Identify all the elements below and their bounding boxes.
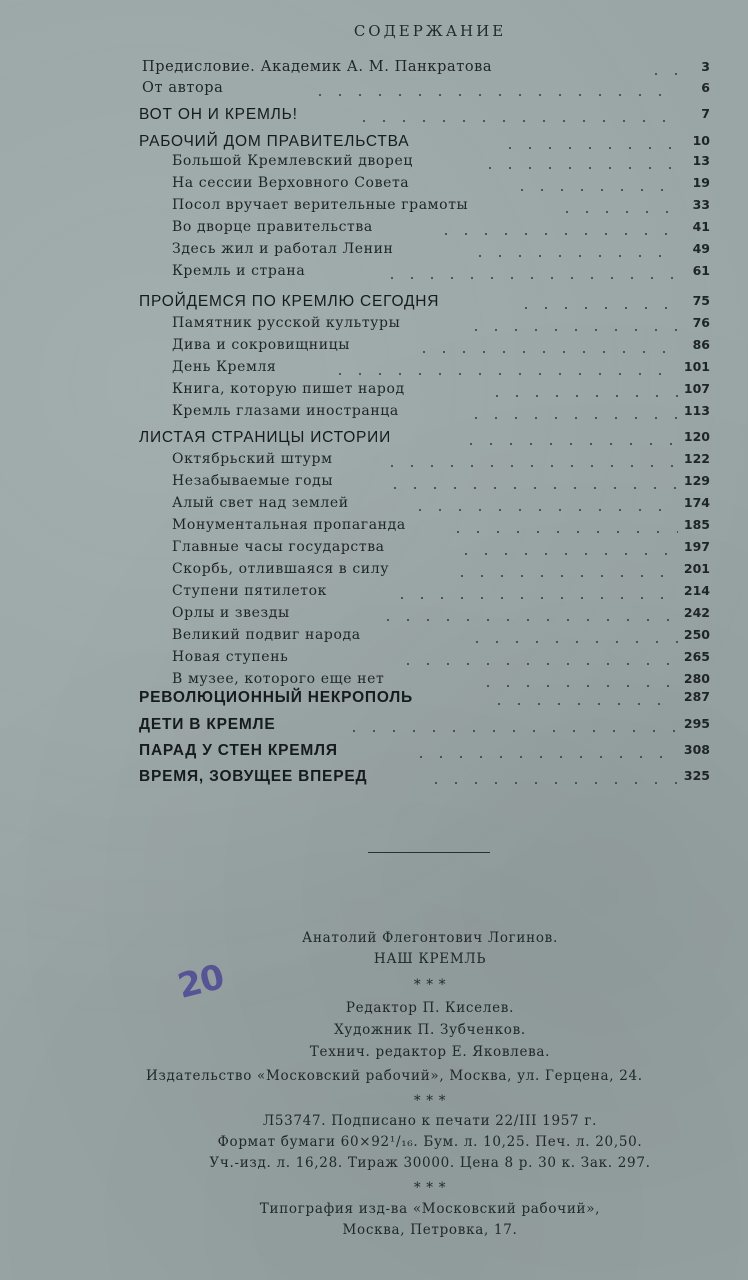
toc-leader-dots <box>410 509 678 511</box>
toc-page-number: 214 <box>683 583 710 598</box>
toc-page-number: 201 <box>683 561 710 576</box>
toc-entry <box>0 219 748 241</box>
toc-entry <box>0 649 748 671</box>
edition-line: Уч.-изд. л. 16,28. Тираж 30000. Цена 8 р. 30 к. Зак. 297. <box>209 1155 651 1171</box>
toc-entry-title: Октябрьский штурм <box>172 451 333 467</box>
toc-leader-dots <box>382 277 678 279</box>
toc-entry <box>0 381 748 403</box>
separator-stars: * * * <box>413 977 447 993</box>
toc-entry-title: ПРОЙДЕМСЯ ПО КРЕМЛЮ СЕГОДНЯ <box>139 293 440 310</box>
toc-leader-dots <box>448 531 678 533</box>
toc-entry-title: Дива и сокровищницы <box>172 337 351 353</box>
toc-page-number: 41 <box>692 219 710 234</box>
toc-chapter-entry <box>0 133 748 155</box>
toc-leader-dots <box>512 189 678 191</box>
toc-entry <box>0 80 748 102</box>
toc-entry <box>0 59 748 81</box>
toc-entry <box>0 473 748 495</box>
toc-page-number: 242 <box>683 605 710 620</box>
toc-entry-title: РАБОЧИЙ ДОМ ПРАВИТЕЛЬСТВА <box>139 133 410 150</box>
toc-leader-dots <box>378 619 678 621</box>
toc-chapter-entry <box>0 742 748 764</box>
editor-line: Редактор П. Киселев. <box>345 1000 515 1016</box>
toc-entry <box>0 517 748 539</box>
toc-page-number: 75 <box>692 293 710 308</box>
separator-stars: * * * <box>413 1180 447 1196</box>
toc-leader-dots <box>411 756 678 758</box>
toc-entry <box>0 241 748 263</box>
toc-page-number: 185 <box>683 517 710 532</box>
toc-leader-dots <box>456 553 678 555</box>
toc-page-number: 280 <box>683 671 710 686</box>
toc-leader-dots <box>344 730 678 732</box>
toc-leader-dots <box>467 641 678 643</box>
toc-page-number: 129 <box>683 473 710 488</box>
toc-leader-dots <box>392 597 678 599</box>
toc-entry-title: Посол вручает верительные грамоты <box>172 197 469 213</box>
toc-leader-dots <box>436 233 678 235</box>
toc-entry-title: Великий подвиг народа <box>172 627 361 643</box>
toc-page-number: 7 <box>701 106 710 121</box>
toc-entry-title: Новая ступень <box>172 649 289 665</box>
toc-entry <box>0 605 748 627</box>
library-stamp: 20 <box>173 957 228 1007</box>
toc-entry <box>0 263 748 285</box>
toc-page-number: 76 <box>692 315 710 330</box>
toc-leader-dots <box>461 443 678 445</box>
toc-leader-dots <box>310 94 678 96</box>
toc-entry-title: Здесь жил и работал Ленин <box>172 241 394 257</box>
toc-chapter-entry <box>0 106 748 128</box>
toc-entry-title: Большой Кремлевский дворец <box>172 153 413 169</box>
toc-entry-title: Предисловие. Академик А. М. Панкратова <box>142 59 493 75</box>
toc-page-number: 113 <box>683 403 710 418</box>
toc-entry-title: Незабываемые годы <box>172 473 334 489</box>
toc-leader-dots <box>470 255 678 257</box>
toc-page-number: 3 <box>701 59 710 74</box>
toc-page-number: 6 <box>701 80 710 95</box>
toc-leader-dots <box>646 73 678 75</box>
tech-editor-line: Технич. редактор Е. Яковлева. <box>309 1044 551 1060</box>
toc-entry-title: В музее, которого еще нет <box>172 671 385 687</box>
toc-page-number: 33 <box>692 197 710 212</box>
toc-entry-title: ЛИСТАЯ СТРАНИЦЫ ИСТОРИИ <box>139 429 392 446</box>
artist-line: Художник П. Зубченков. <box>334 1022 526 1038</box>
toc-entry <box>0 539 748 561</box>
toc-entry-title: Ступени пятилеток <box>172 583 327 599</box>
toc-entry <box>0 359 748 381</box>
toc-leader-dots <box>516 307 678 309</box>
toc-entry-title: Скорбь, отлившаяся в силу <box>172 561 390 577</box>
toc-chapter-entry <box>0 689 748 711</box>
signed-line: Л53747. Подписано к печати 22/III 1957 г. <box>262 1113 598 1129</box>
toc-page-number: 308 <box>683 742 710 757</box>
toc-page-number: 101 <box>683 359 710 374</box>
toc-page-number: 49 <box>692 241 710 256</box>
toc-leader-dots <box>414 351 678 353</box>
toc-entry <box>0 153 748 175</box>
toc-chapter-entry <box>0 293 748 315</box>
toc-chapter-entry <box>0 716 748 738</box>
printer-line: Типография изд-ва «Московский рабочий», <box>259 1201 601 1217</box>
toc-page-number: 19 <box>692 175 710 190</box>
toc-chapter-entry <box>0 768 748 790</box>
toc-chapter-entry <box>0 429 748 451</box>
printer-address-line: Москва, Петровка, 17. <box>342 1222 518 1238</box>
toc-leader-dots <box>466 329 678 331</box>
toc-page-number: 10 <box>692 133 710 148</box>
toc-page-number: 295 <box>683 716 710 731</box>
toc-entry-title: От автора <box>142 80 224 96</box>
toc-leader-dots <box>354 120 678 122</box>
toc-entry <box>0 495 748 517</box>
book-title: НАШ КРЕМЛЬ <box>373 951 487 967</box>
toc-page-number: 250 <box>683 627 710 642</box>
toc-page-number: 107 <box>683 381 710 396</box>
toc-page-number: 287 <box>683 689 710 704</box>
toc-leader-dots <box>480 167 678 169</box>
format-line: Формат бумаги 60×92¹/₁₆. Бум. л. 10,25. Печ. л. 20,50. <box>217 1134 643 1150</box>
toc-leader-dots <box>385 487 678 489</box>
toc-entry <box>0 583 748 605</box>
toc-entry <box>0 627 748 649</box>
toc-entry <box>0 403 748 425</box>
toc-leader-dots <box>489 703 678 705</box>
toc-entry <box>0 175 748 197</box>
toc-entry-title: Кремль глазами иностранца <box>172 403 399 419</box>
toc-page-number: 265 <box>683 649 710 664</box>
toc-page-number: 61 <box>692 263 710 278</box>
toc-entry-title: Орлы и звезды <box>172 605 290 621</box>
toc-leader-dots <box>500 147 678 149</box>
toc-entry-title: Книга, которую пишет народ <box>172 381 405 397</box>
toc-leader-dots <box>478 685 678 687</box>
toc-entry-title: Во дворце правительства <box>172 219 373 235</box>
toc-entry <box>0 451 748 473</box>
toc-entry <box>0 315 748 337</box>
toc-entry-title: На сессии Верховного Совета <box>172 175 410 191</box>
toc-entry-title: День Кремля <box>172 359 277 375</box>
toc-entry-title: ПАРАД У СТЕН КРЕМЛЯ <box>139 742 338 759</box>
toc-leader-dots <box>452 575 678 577</box>
toc-page-number: 122 <box>683 451 710 466</box>
toc-leader-dots <box>466 417 678 419</box>
toc-entry <box>0 197 748 219</box>
divider-rule <box>368 852 490 853</box>
toc-leader-dots <box>426 782 678 784</box>
toc-page-number: 13 <box>692 153 710 168</box>
toc-leader-dots <box>487 395 678 397</box>
author-line: Анатолий Флегонтович Логинов. <box>302 930 558 946</box>
toc-page-number: 325 <box>683 768 710 783</box>
toc-entry-title: РЕВОЛЮЦИОННЫЙ НЕКРОПОЛЬ <box>139 689 413 706</box>
toc-entry-title: Памятник русской культуры <box>172 315 401 331</box>
toc-entry-title: ВРЕМЯ, ЗОВУЩЕЕ ВПЕРЕД <box>139 768 368 785</box>
toc-leader-dots <box>398 663 678 665</box>
toc-leader-dots <box>557 211 678 213</box>
toc-title: СОДЕРЖАНИЕ <box>353 22 507 40</box>
toc-page-number: 86 <box>692 337 710 352</box>
publisher-line: Издательство «Московский рабочий», Москва, ул. Герцена, 24. <box>146 1068 643 1084</box>
toc-entry <box>0 561 748 583</box>
toc-entry-title: ДЕТИ В КРЕМЛЕ <box>139 716 276 733</box>
toc-leader-dots <box>330 373 678 375</box>
toc-page-number: 174 <box>683 495 710 510</box>
toc-entry-title: Главные часы государства <box>172 539 385 555</box>
toc-entry-title: Монументальная пропаганда <box>172 517 406 533</box>
toc-leader-dots <box>382 465 678 467</box>
toc-entry <box>0 337 748 359</box>
toc-entry-title: Кремль и страна <box>172 263 306 279</box>
toc-entry-title: ВОТ ОН И КРЕМЛЬ! <box>139 106 298 123</box>
toc-page-number: 197 <box>683 539 710 554</box>
separator-stars: * * * <box>413 1093 447 1109</box>
toc-page-number: 120 <box>683 429 710 444</box>
toc-entry-title: Алый свет над землей <box>172 495 349 511</box>
